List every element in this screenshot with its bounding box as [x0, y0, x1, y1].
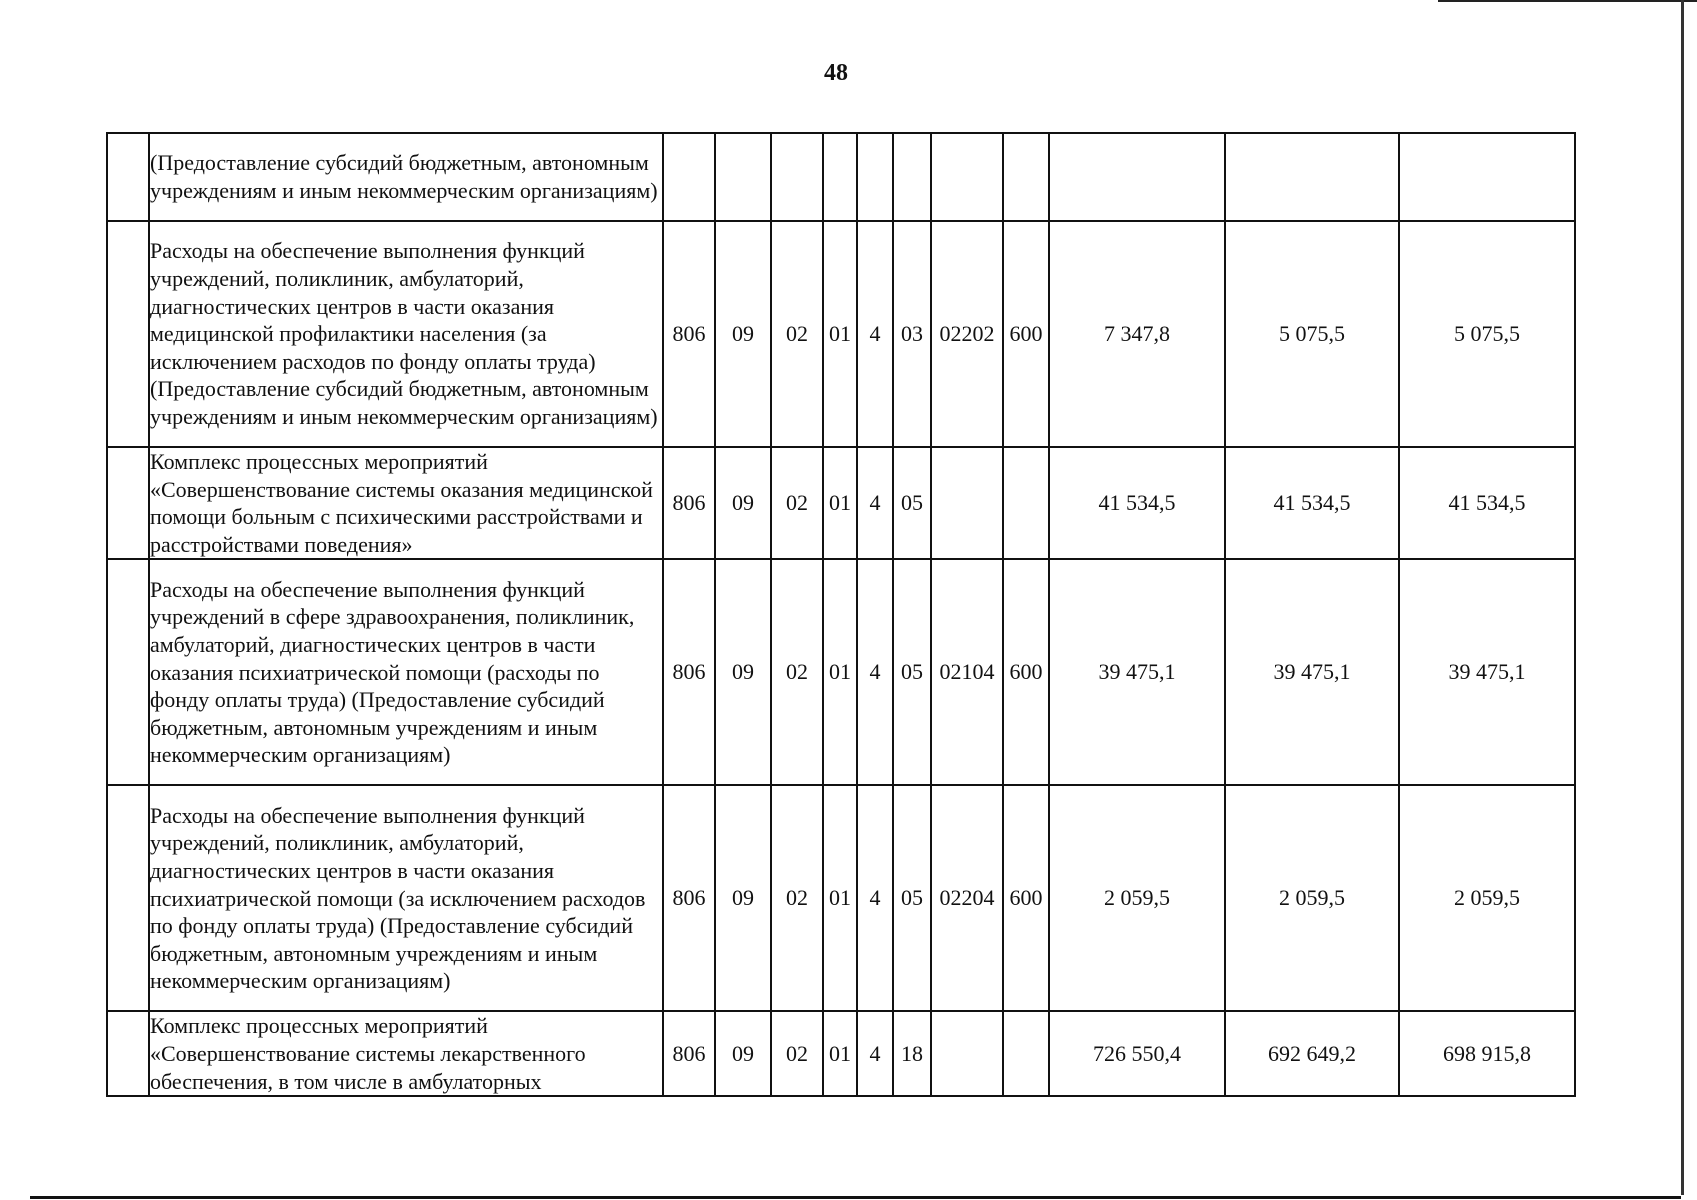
- code-cell: 806: [663, 559, 715, 785]
- code-cell: 4: [857, 447, 893, 559]
- code-cell: 02: [771, 785, 823, 1011]
- code-cell: 806: [663, 447, 715, 559]
- code-cell: [857, 133, 893, 221]
- page-right-edge: [1681, 0, 1684, 1195]
- code-cell: 01: [823, 221, 857, 447]
- top-right-rule: [1438, 0, 1697, 2]
- code-cell: [1003, 1011, 1049, 1096]
- amount-cell: 2 059,5: [1049, 785, 1225, 1011]
- amount-cell: 2 059,5: [1225, 785, 1399, 1011]
- code-cell: 600: [1003, 221, 1049, 447]
- amount-cell: 698 915,8: [1399, 1011, 1575, 1096]
- amount-cell: 39 475,1: [1225, 559, 1399, 785]
- amount-cell: 41 534,5: [1225, 447, 1399, 559]
- table-row: [107, 221, 1575, 447]
- amount-cell: [1225, 133, 1399, 221]
- amount-cell: 39 475,1: [1049, 559, 1225, 785]
- code-cell: 02: [771, 1011, 823, 1096]
- description-cell: Расходы на обеспечение выполнения функций учреждений в сфере здравоохранения, поликлиник, амбулаторий, диагностических центров в части оказания психиатрической помощи (расходы по фонду оплаты труда) (Предоставление субсидий бюджетным, автономным учреждениям и иным некоммерческим организациям): [149, 559, 663, 785]
- code-cell: 05: [893, 785, 931, 1011]
- code-cell: [893, 133, 931, 221]
- row-index-cell: [107, 1011, 149, 1096]
- code-cell: [931, 447, 1003, 559]
- code-cell: 4: [857, 559, 893, 785]
- code-cell: 05: [893, 447, 931, 559]
- code-cell: 02204: [931, 785, 1003, 1011]
- row-index-cell: [107, 221, 149, 447]
- code-cell: 02104: [931, 559, 1003, 785]
- code-cell: 09: [715, 785, 771, 1011]
- code-cell: 03: [893, 221, 931, 447]
- amount-cell: [1399, 133, 1575, 221]
- amount-cell: 5 075,5: [1225, 221, 1399, 447]
- row-index-cell: [107, 559, 149, 785]
- code-cell: [1003, 133, 1049, 221]
- amount-cell: [1049, 133, 1225, 221]
- description-cell: Комплекс процессных мероприятий «Совершенствование системы оказания медицинской помощи больным с психическими расстройствами и расстройствами поведения»: [149, 447, 663, 559]
- table-body: [107, 133, 1575, 1096]
- code-cell: 09: [715, 1011, 771, 1096]
- code-cell: [663, 133, 715, 221]
- code-cell: [771, 133, 823, 221]
- code-cell: 01: [823, 1011, 857, 1096]
- code-cell: 806: [663, 785, 715, 1011]
- code-cell: 09: [715, 559, 771, 785]
- amount-cell: 39 475,1: [1399, 559, 1575, 785]
- code-cell: 05: [893, 559, 931, 785]
- code-cell: [823, 133, 857, 221]
- table-row: [107, 133, 1575, 221]
- code-cell: 806: [663, 221, 715, 447]
- amount-cell: 7 347,8: [1049, 221, 1225, 447]
- description-cell: Комплекс процессных мероприятий «Совершенствование системы лекарственного обеспечения, в том числе в амбулаторных: [149, 1011, 663, 1096]
- code-cell: [1003, 447, 1049, 559]
- table-row: [107, 785, 1575, 1011]
- description-cell: Расходы на обеспечение выполнения функций учреждений, поликлиник, амбулаторий, диагностических центров в части оказания медицинской профилактики населения (за исключением расходов по фонду оплаты труда) (Предоставление субсидий бюджетным, автономным учреждениям и иным некоммерческим организациям): [149, 221, 663, 447]
- code-cell: 02202: [931, 221, 1003, 447]
- row-index-cell: [107, 785, 149, 1011]
- code-cell: 02: [771, 221, 823, 447]
- code-cell: [715, 133, 771, 221]
- code-cell: 01: [823, 559, 857, 785]
- amount-cell: 41 534,5: [1049, 447, 1225, 559]
- description-cell: (Предоставление субсидий бюджетным, автономным учреждениям и иным некоммерческим организациям): [149, 133, 663, 221]
- description-cell: Расходы на обеспечение выполнения функций учреждений, поликлиник, амбулаторий, диагностических центров в части оказания психиатрической помощи (за исключением расходов по фонду оплаты труда) (Предоставление субсидий бюджетным, автономным учреждениям и иным некоммерческим организациям): [149, 785, 663, 1011]
- amount-cell: 726 550,4: [1049, 1011, 1225, 1096]
- code-cell: 600: [1003, 785, 1049, 1011]
- amount-cell: 692 649,2: [1225, 1011, 1399, 1096]
- code-cell: 600: [1003, 559, 1049, 785]
- row-index-cell: [107, 133, 149, 221]
- budget-table: [106, 132, 1576, 1097]
- table-row: [107, 1011, 1575, 1096]
- code-cell: 02: [771, 559, 823, 785]
- code-cell: 806: [663, 1011, 715, 1096]
- amount-cell: 2 059,5: [1399, 785, 1575, 1011]
- code-cell: [931, 133, 1003, 221]
- code-cell: 4: [857, 221, 893, 447]
- code-cell: 09: [715, 221, 771, 447]
- code-cell: 4: [857, 785, 893, 1011]
- code-cell: 4: [857, 1011, 893, 1096]
- code-cell: [931, 1011, 1003, 1096]
- table-row: [107, 447, 1575, 559]
- code-cell: 01: [823, 785, 857, 1011]
- code-cell: 01: [823, 447, 857, 559]
- table-row: [107, 559, 1575, 785]
- amount-cell: 5 075,5: [1399, 221, 1575, 447]
- page-number: 48: [824, 60, 848, 86]
- code-cell: 18: [893, 1011, 931, 1096]
- amount-cell: 41 534,5: [1399, 447, 1575, 559]
- row-index-cell: [107, 447, 149, 559]
- code-cell: 09: [715, 447, 771, 559]
- bottom-rule: [30, 1196, 1681, 1199]
- code-cell: 02: [771, 447, 823, 559]
